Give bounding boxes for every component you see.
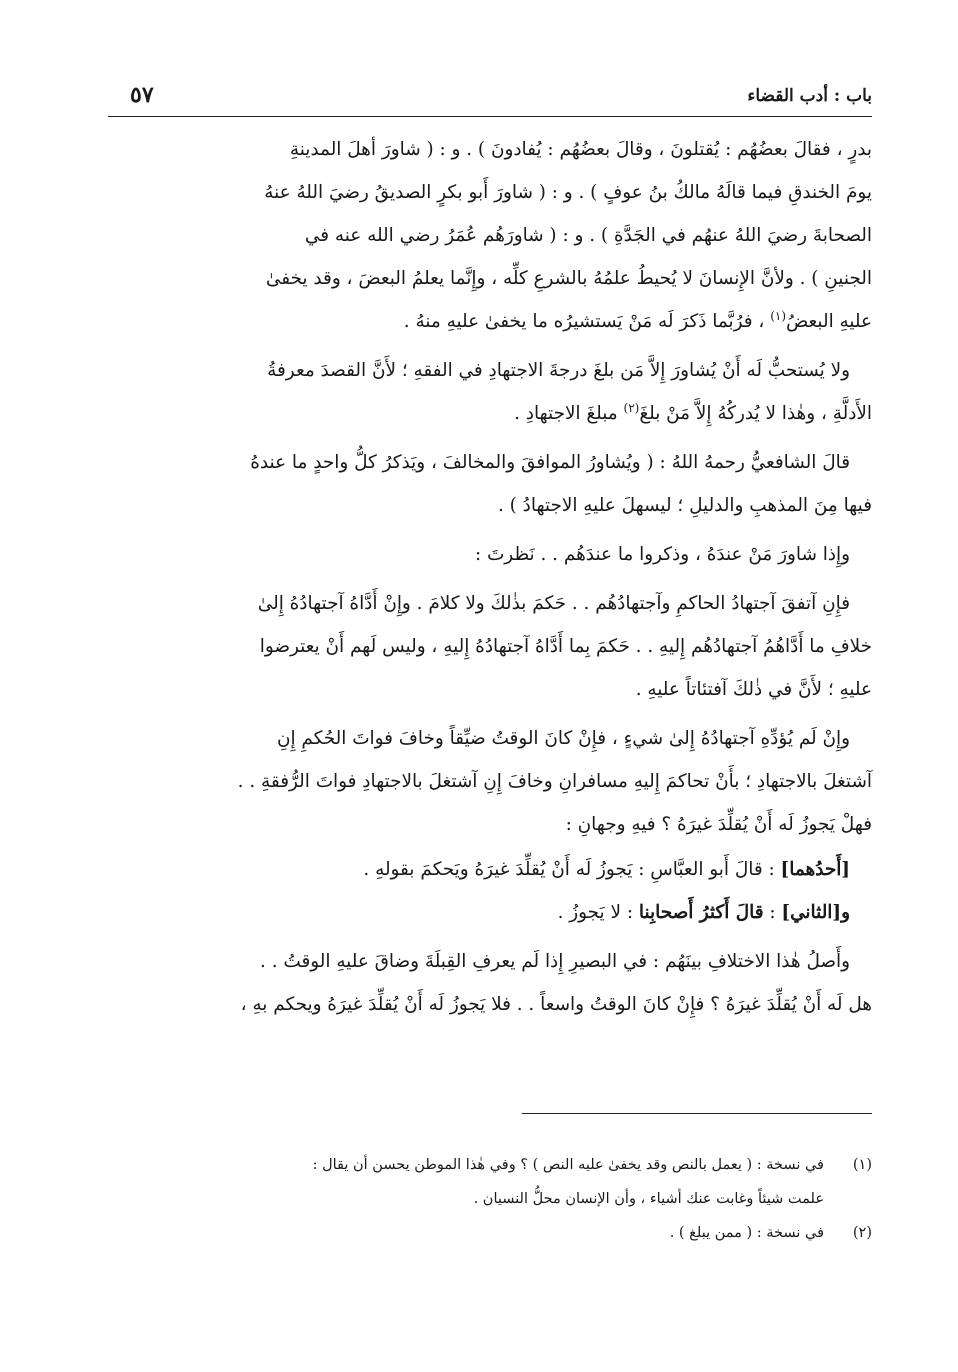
paragraph-second-view xyxy=(86,891,872,934)
paragraph-4 xyxy=(86,533,872,576)
footnote-number: (٢) xyxy=(852,1225,872,1241)
text-line: فإِنِ آتفقَ آجتهادُ الحاكمِ وآجتهادُهُم . . حَكمَ بذٰلكَ ولا كلامَ . وإِنْ أَدَّاهُ آجتهادُهُ إِلىٰ xyxy=(257,593,850,614)
paragraph-2 xyxy=(86,349,872,435)
text-line: : قالَ أَبو العبَّاسِ : يَجوزُ لَه أَنْ يُقلِّدَ غيرَهُ ويَحكمَ بقولهِ . xyxy=(363,859,781,880)
text-line: وأَصلُ هٰذا الاختلافِ بينَهُم : في البصيرِ إِذا لَم يعرفِ القِبلَةَ وضاقَ عليهِ الوقتُ . . xyxy=(260,951,850,972)
footnote-line: علمت شيئاً وغابت عنك أشياء ، وأن الإنسان محلُّ النسيان . xyxy=(473,1191,824,1207)
page-number: ٥٧ xyxy=(130,82,154,108)
text-separator: : xyxy=(763,902,782,923)
text-line: بدرٍ ، فقالَ بعضُهُم : يُقتلونَ ، وقالَ بعضُهُم : يُفادونَ ) . و : ( شاورَ أهلَ المدينةِ xyxy=(289,139,872,160)
text-line: وإِذا شاورَ مَنْ عندَهُ ، وذكروا ما عندَهُم . . نَظرتَ : xyxy=(474,544,850,565)
text-line: آشتغلَ بالاجتهادِ ؛ بأَنْ تحاكمَ إِليهِ مسافرانِ وخافَ إِنِ آشتغلَ بالاجتهادِ فواتَ الرُّفقةِ . . xyxy=(237,771,872,792)
text-line: عليهِ البعضُ xyxy=(786,311,872,332)
text-line: قالَ الشافعيُّ رحمهُ اللهُ : ( ويُشاورُ الموافقَ والمخالفَ ، ويَذكرُ كلُّ واحدٍ ما عندهُ xyxy=(250,452,850,473)
footnote-number: (١) xyxy=(852,1157,872,1173)
text-line: : لا يَجوزُ . xyxy=(557,902,639,923)
paragraph-1 xyxy=(86,128,872,343)
first-view-label: [أَحدُهما] xyxy=(780,859,850,880)
second-view-bold: قالَ أَكثرُ أَصحابِنا xyxy=(638,902,764,923)
main-text xyxy=(86,128,872,1032)
text-line: وإِنْ لَم يُؤدِّهِ آجتهادُهُ إِلىٰ شيءٍ ، فإِنْ كانَ الوقتُ ضيِّقاً وخافَ فواتَ الحُكمِ إِنِ xyxy=(276,728,850,749)
paragraph-3 xyxy=(86,441,872,527)
footnote-1 xyxy=(86,1148,872,1216)
text-line: الأَدلَّةِ ، وهٰذا لا يُدركُهُ إِلاَّ مَنْ بلغَ xyxy=(639,403,872,424)
text-line: ، فرُبَّما ذَكرَ لَه مَنْ يَستشيرُه ما يخفىٰ عليهِ منهُ . xyxy=(403,311,771,332)
text-line: هل لَه أَنْ يُقلِّدَ غيرَهُ ؟ فإِنْ كانَ الوقتُ واسعاً . . فلا يَجوزُ لَه أَنْ يُقلِّدَ غيرَهُ ويحكم بهِ ، xyxy=(240,994,872,1015)
text-line: مبلغَ الاجتهادِ . xyxy=(514,403,624,424)
text-line: فيها مِنَ المذهبِ والدليلِ ؛ ليسهلَ عليهِ الاجتهادُ ) . xyxy=(497,495,872,516)
paragraph-9 xyxy=(86,940,872,1026)
footnotes xyxy=(86,1148,872,1250)
text-line: الصحابةَ رضيَ اللهُ عنهُم في الجَدَّةِ ) . و : ( شاورَهُم عُمَرُ رضي الله عنه في xyxy=(304,225,872,246)
text-line: ولا يُستحبُّ لَه أَنْ يُشاورَ إِلاَّ مَن بلغَ درجةَ الاجتهادِ في الفقهِ ؛ لأَنَّ القصدَ معرفةُ xyxy=(267,360,850,381)
footnote-line: في نسخة : ( يعمل بالنص وقد يخفىٰ عليه النص ) ؟ وفي هٰذا الموطن يحسن أن يقال : xyxy=(312,1157,824,1173)
chapter-title: باب : أدب القضاء xyxy=(747,86,872,106)
second-view-label: و[الثاني] xyxy=(781,902,850,923)
paragraph-5 xyxy=(86,582,872,711)
paragraph-6 xyxy=(86,717,872,846)
page-header xyxy=(108,84,872,117)
text-line: فهلْ يَجوزُ لَه أَنْ يُقلِّدَ غيرَهُ ؟ فيهِ وجهانِ : xyxy=(565,814,872,835)
footnote-ref-1[interactable]: (١) xyxy=(770,308,787,323)
text-line: الجنينِ ) . ولأنَّ الإِنسانَ لا يُحيطُ علمُهُ بالشرعِ كلِّه ، وإِنَّما يعلمُ البعضَ ، وقد يخفىٰ xyxy=(265,268,872,289)
footnote-separator xyxy=(522,1113,872,1114)
text-line: يومَ الخندقِ فيما قالَهُ مالكُ بنُ عوفٍ ) . و : ( شاورَ أَبو بكرٍ الصديقُ رضيَ اللهُ عنهُ xyxy=(264,182,872,203)
footnote-2 xyxy=(86,1216,872,1250)
footnote-ref-2[interactable]: (٢) xyxy=(623,400,640,415)
text-line: عليهِ ؛ لأَنَّ في ذٰلكَ آفتئاتاً عليهِ . xyxy=(635,679,872,700)
footnote-line: في نسخة : ( ممن يبلغ ) . xyxy=(669,1225,824,1241)
text-line: خلافِ ما أَدَّاهُمُ آجتهادُهُم إِليهِ . . حَكمَ بِما أَدَّاهُ آجتهادُهُ إِليهِ ، وليس لَهم أَنْ يعترضوا xyxy=(259,636,872,657)
paragraph-first-view xyxy=(86,848,872,891)
